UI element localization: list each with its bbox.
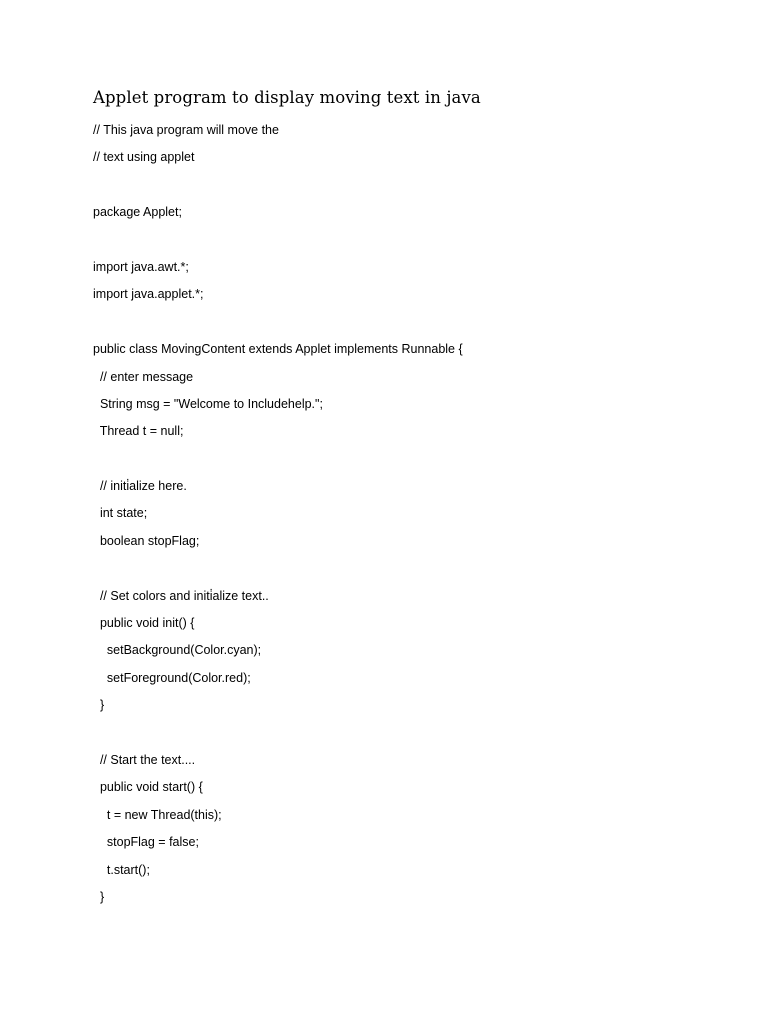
code-line <box>93 227 463 254</box>
code-line: package Applet; <box>93 205 182 220</box>
code-line: t.start(); <box>93 862 150 877</box>
code-line: String msg = "Welcome to Includehelp."; <box>93 396 323 411</box>
code-line: // Start the text.... <box>93 752 196 767</box>
code-line: // text using applet <box>93 150 195 165</box>
code-line: public void init() { <box>93 616 195 631</box>
code-line: public void start() { <box>93 780 203 795</box>
code-line: // Set colors and initi̇alize text.. <box>93 588 269 603</box>
code-line: stopFlag = false; <box>93 835 199 850</box>
code-line: boolean stopFlag; <box>93 533 200 548</box>
code-listing <box>93 117 463 911</box>
code-line: // This java program will move the <box>93 123 279 137</box>
code-line <box>93 555 463 582</box>
code-line: t = new Thread(this); <box>93 807 222 822</box>
code-line <box>93 309 463 336</box>
code-line: public class MovingContent extends Applet implements Runnable { <box>93 342 463 357</box>
code-line <box>93 172 463 199</box>
code-line <box>93 446 463 473</box>
code-line: } <box>93 889 105 904</box>
code-line: } <box>93 698 105 713</box>
code-line <box>93 720 463 747</box>
code-line: import java.applet.*; <box>93 287 204 302</box>
code-line: setForeground(Color.red); <box>93 670 251 685</box>
code-line: // enter message <box>93 369 194 384</box>
code-line: setBackground(Color.cyan); <box>93 643 262 658</box>
code-line: // initi̇alize here. <box>93 479 187 494</box>
code-line: int state; <box>93 506 148 521</box>
document-title: Applet program to display moving text in java <box>93 88 481 107</box>
code-line: Thread t = null; <box>93 424 184 439</box>
code-line: import java.awt.*; <box>93 259 189 274</box>
